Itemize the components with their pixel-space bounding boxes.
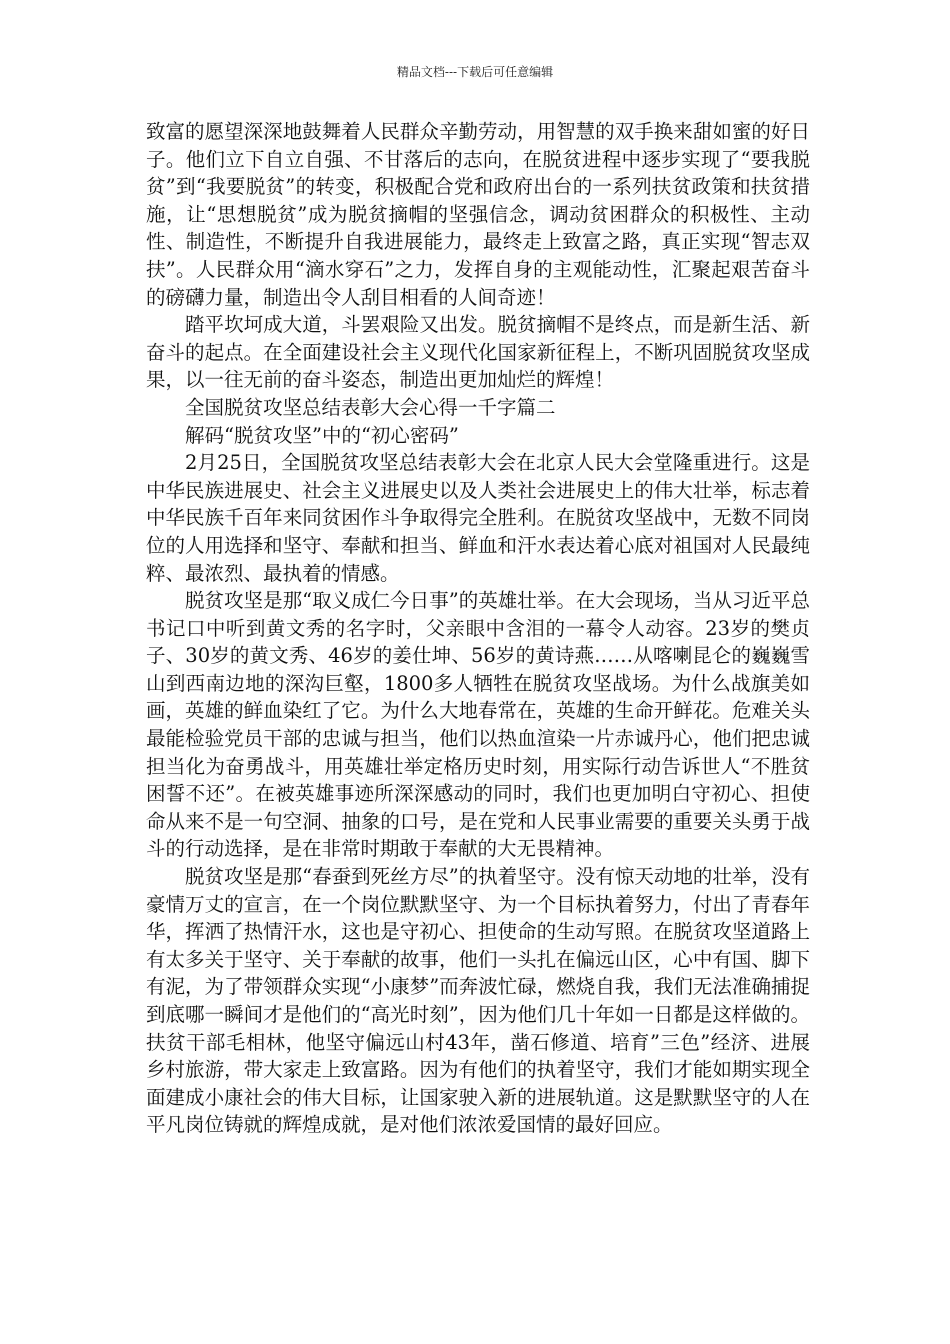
paragraph: 2月25日，全国脱贫攻坚总结表彰大会在北京人民大会堂隆重进行。这是中华民族进展史、社会主义进展史以及人类社会进展史上的伟大壮举，标志着中华民族千百年来同贫困作斗争取得完全胜利。在脱贫攻坚战中，无数不同岗位的人用选择和坚守、奉献和担当、鲜血和汗水表达着心底对祖国对人民最纯粹、最浓烈、最执着的情感。	[146, 451, 810, 585]
section-subtitle: 解码“脱贫攻坚”中的“初心密码”	[185, 423, 459, 447]
paragraph: 脱贫攻坚是那“春蚕到死丝方尽”的执着坚守。没有惊天动地的壮举，没有豪情万丈的宣言，在一个岗位默默坚守、为一个目标执着努力，付出了青春年华，挥洒了热情汗水，这也是守初心、担使命的生动写照。在脱贫攻坚道路上有太多关于坚守、关于奉献的故事，他们一头扎在偏远山区，心中有国、脚下有泥，为了带领群众实现“小康梦”而奔波忙碌，燃烧自我，我们无法准确捕捉到底哪一瞬间才是他们的“高光时刻”，因为他们几十年如一日都是这样做的。扶贫干部毛相林，他坚守偏远山村43年，凿石修道、培育”三色”经济、进展乡村旅游，带大家走上致富路。因为有他们的执着坚守，我们才能如期实现全面建成小康社会的伟大目标，让国家驶入新的进展轨道。这是默默坚守的人在平凡岗位铸就的辉煌成就，是对他们浓浓爱国情的最好回应。	[146, 865, 810, 1137]
paragraph: 脱贫攻坚是那“取义成仁今日事”的英雄壮举。在大会现场，当从习近平总书记口中听到黄文秀的名字时，父亲眼中含泪的一幕令人动容。23岁的樊贞子、30岁的黄文秀、46岁的姜仕坤、56岁的黄诗燕……从喀喇昆仑的巍巍雪山到西南边地的深沟巨壑，1800多人牺牲在脱贫攻坚战场。为什么战旗美如画，英雄的鲜血染红了它。为什么大地春常在，英雄的生命开鲜花。危难关头最能检验党员干部的忠诚与担当，他们以热血渲染一片赤诚丹心，他们把忠诚担当化为奋勇战斗，用英雄壮举定格历史时刻，用实际行动告诉世人“不胜贫困誓不还”。在被英雄事迹所深深感动的同时，我们也更加明白守初心、担使命从来不是一句空洞、抽象的口号，是在党和人民事业需要的重要关头勇于战斗的行动选择，是在非常时期敢于奉献的大无畏精神。	[146, 589, 810, 861]
page-header: 精品文档---下载后可任意编辑	[396, 65, 554, 79]
paragraph: 踏平坎坷成大道，斗罢艰险又出发。脱贫摘帽不是终点，而是新生活、新奋斗的起点。在全面建设社会主义现代化国家新征程上，不断巩固脱贫攻坚成果，以一往无前的奋斗姿态，制造出更加灿烂的辉煌！	[146, 313, 810, 392]
document-body	[146, 118, 810, 1139]
section-title: 全国脱贫攻坚总结表彰大会心得一千字篇二	[185, 395, 556, 419]
paragraph-continued: 致富的愿望深深地鼓舞着人民群众辛勤劳动，用智慧的双手换来甜如蜜的好日子。他们立下自立自强、不甘落后的志向，在脱贫进程中逐步实现了“要我脱贫”到“我要脱贫”的转变，积极配合党和政府出台的一系列扶贫政策和扶贫措施，让“思想脱贫”成为脱贫摘帽的坚强信念，调动贫困群众的积极性、主动性、制造性，不断提升自我进展能力，最终走上致富之路，真正实现“智志双扶”。人民群众用“滴水穿石”之力，发挥自身的主观能动性，汇聚起艰苦奋斗的磅礴力量，制造出令人刮目相看的人间奇迹！	[146, 120, 810, 309]
